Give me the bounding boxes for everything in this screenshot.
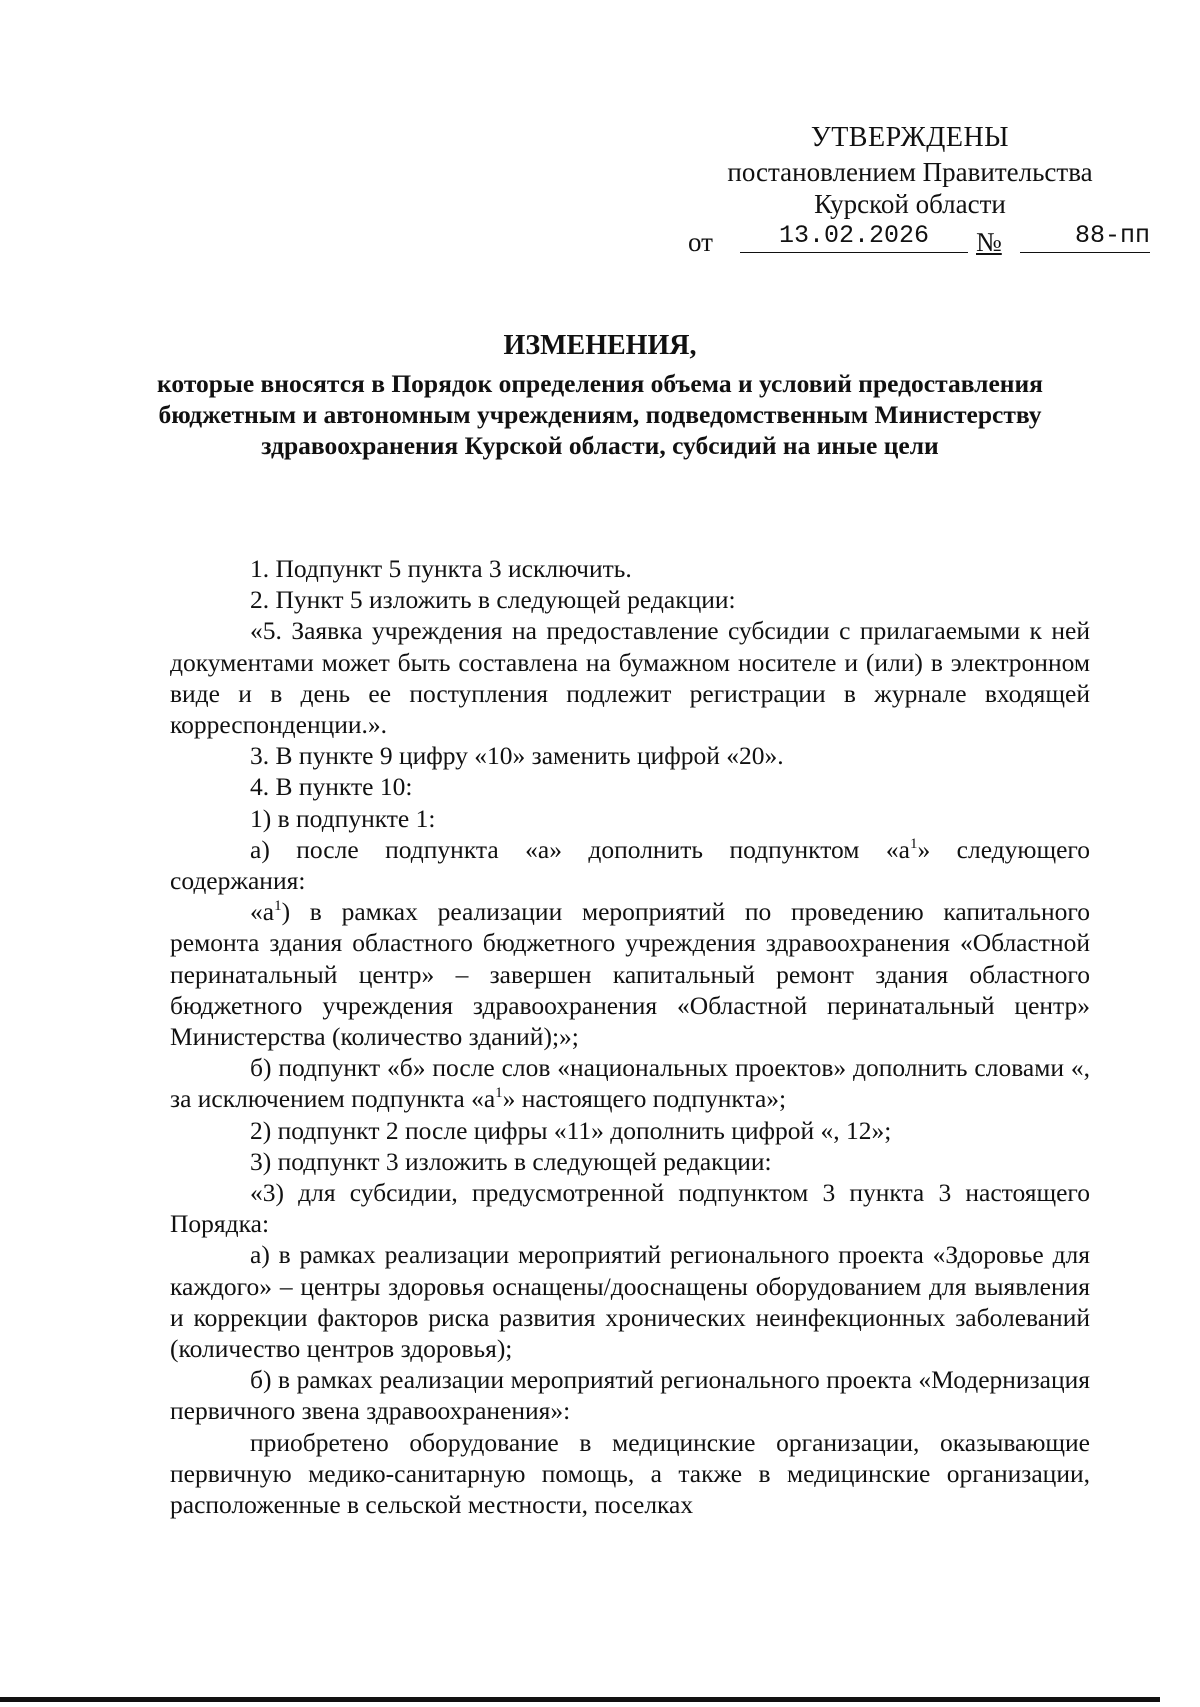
paragraph-9-text-b: » настоящего подпункта»; [502, 1084, 787, 1114]
paragraph-6: 1) в подпункте 1: [250, 803, 436, 833]
superscript-1: 1 [274, 898, 282, 915]
paragraph-10: 2) подпункт 2 после цифры «11» дополнить цифрой «, 12»; [250, 1115, 892, 1145]
decree-number: 88-пп [1020, 220, 1150, 253]
approved-heading: УТВЕРЖДЕНЫ [810, 122, 1010, 153]
decree-date: 13.02.2026 [740, 220, 968, 253]
bottom-scan-edge [0, 1697, 1160, 1702]
approval-line-1: постановлением Правительства [727, 157, 1093, 187]
paragraph-13: а) в рамках реализации мероприятий регионального проекта «Здоровье для каждого» – центры здоровья оснащены/дооснащены оборудованием для выявления и коррекции факторов риска развития хронических неинфекционных заболеваний (количество центров здоровья); [170, 1240, 1090, 1364]
paragraph-3: «5. Заявка учреждения на предоставление субсидии с прилагаемыми к ней документами может быть составлена на бумажном носителе и (или) в электронном виде и в день ее поступления подлежит регистрации в журнале входящей корреспонденции.». [170, 616, 1090, 740]
decree-line [680, 221, 1150, 258]
paragraph-1: 1. Подпункт 5 пункта 3 исключить. [250, 554, 632, 583]
paragraph-11: 3) подпункт 3 изложить в следующей редакции: [250, 1146, 772, 1176]
document-body [170, 553, 1090, 1520]
approval-stamp [680, 122, 1150, 258]
title-subheading: которые вносятся в Порядок определения объема и условий предоставления бюджетным и автономным учреждениям, подведомственным Министерству здравоохранения Курской области, субсидий на иные цели [157, 369, 1043, 460]
paragraph-9-text-a: б) подпункт «б» после слов «национальных проектов» дополнить словами «, за исключением подпункта «а [170, 1053, 1090, 1114]
paragraph-7-text-a: а) после подпункта «а» дополнить подпунктом «а [250, 834, 910, 864]
paragraph-8-text-a: «а [250, 897, 275, 927]
paragraph-8-text-b: ) в рамках реализации мероприятий по проведению капитального ремонта здания областного бюджетного учреждения здравоохранения «Областной перинатальный центр» – завершен капитальный ремонт здания областного бюджетного учреждения здравоохранения «Областной перинатальный центр» Министерства (количество зданий);»; [170, 897, 1090, 1052]
paragraph-9 [170, 1052, 1090, 1114]
paragraph-7 [170, 834, 1090, 896]
paragraph-12: «3) для субсидии, предусмотренной подпунктом 3 пункта 3 настоящего Порядка: [170, 1178, 1090, 1239]
approval-line-2: Курской области [814, 189, 1006, 219]
paragraph-2: 2. Пункт 5 изложить в следующей редакции: [250, 585, 736, 615]
superscript-1: 1 [495, 1085, 503, 1102]
number-sign: № [976, 227, 1002, 257]
date-prefix: от [688, 227, 713, 257]
paragraph-4: 3. В пункте 9 цифру «10» заменить цифрой «20». [250, 741, 784, 771]
superscript-1: 1 [909, 835, 918, 852]
paragraph-5: 4. В пункте 10: [250, 772, 413, 802]
paragraph-14: б) в рамках реализации мероприятий регионального проекта «Модернизация первичного звена здравоохранения»: [170, 1365, 1090, 1426]
document-title [150, 328, 1050, 461]
paragraph-7-text-b: » следующего содержания: [170, 834, 1090, 896]
paragraph-15: приобретено оборудование в медицинские организации, оказывающие первичную медико-санитарную помощь, а также в медицинские организации, расположенные в сельской местности, поселках [170, 1427, 1090, 1520]
paragraph-8 [170, 896, 1090, 1052]
title-heading: ИЗМЕНЕНИЯ, [503, 330, 697, 361]
